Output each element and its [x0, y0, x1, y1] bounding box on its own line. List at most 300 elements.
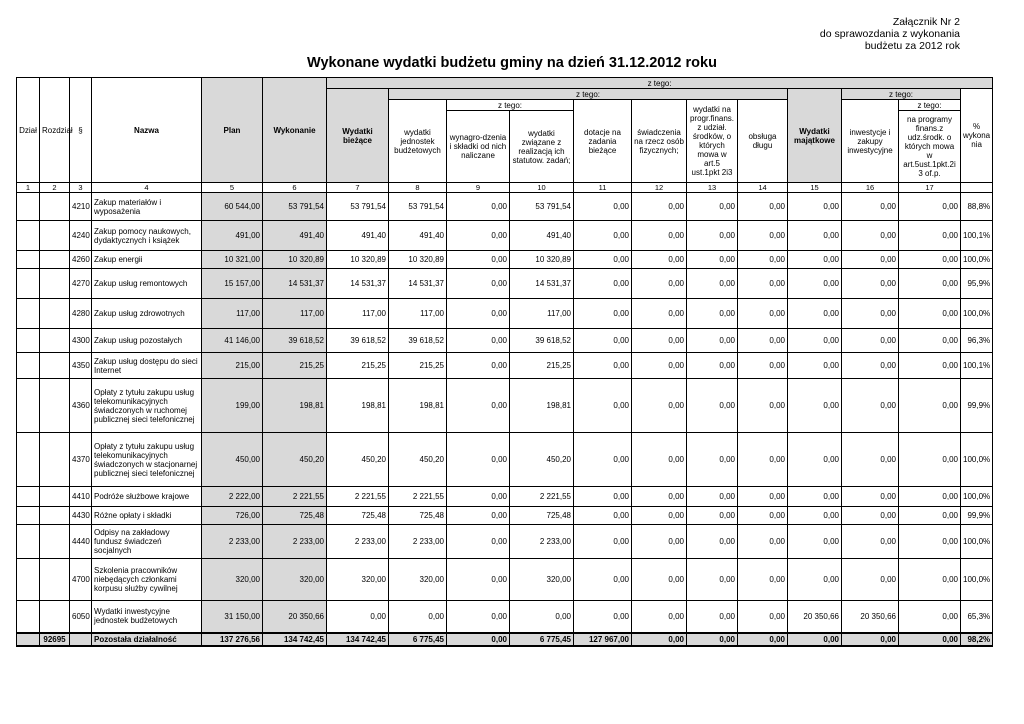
- cell-progr: 0,00: [687, 601, 738, 633]
- column-number: 2: [40, 183, 70, 193]
- cell-paragraph: 4440: [70, 525, 92, 559]
- cell-zw: 14 531,37: [510, 269, 574, 299]
- cell-progr: 0,00: [687, 353, 738, 379]
- cell-paragraph: 4280: [70, 299, 92, 329]
- column-number: 4: [92, 183, 202, 193]
- cell-zw: 0,00: [510, 601, 574, 633]
- cell-progr: 0,00: [687, 633, 738, 646]
- cell-nazwa: Opłaty z tytułu zakupu usług telekomunikacyjnych świadczonych w ruchomej publicznej sieci telefonicznej: [92, 379, 202, 433]
- cell-jedn: 725,48: [389, 507, 447, 525]
- header-wydatki-progr: wydatki na progr.finans. z udział. środków, o których mowa w art.5 ust.1pkt 2i3: [687, 100, 738, 183]
- cell-rozdzial: [40, 559, 70, 601]
- header-nazwa: Nazwa: [92, 78, 202, 183]
- cell-obs: 0,00: [738, 525, 788, 559]
- cell-dzial: [17, 433, 40, 487]
- cell-wyk: 10 320,89: [263, 251, 327, 269]
- cell-dot: 0,00: [574, 487, 632, 507]
- header-z-tego-jednostek: z tego:: [447, 100, 574, 111]
- column-number: 16: [842, 183, 899, 193]
- cell-prog2: 0,00: [899, 487, 961, 507]
- cell-dot: 0,00: [574, 601, 632, 633]
- cell-rozdzial: [40, 525, 70, 559]
- cell-progr: 0,00: [687, 487, 738, 507]
- cell-prog2: 0,00: [899, 221, 961, 251]
- cell-inw: 0,00: [842, 525, 899, 559]
- cell-wyk: 725,48: [263, 507, 327, 525]
- header-wydatki-zwiazane: wydatki związane z realizacją ich statutow. zadań;: [510, 111, 574, 183]
- cell-proc: 95,9%: [961, 269, 993, 299]
- cell-wyn: 0,00: [447, 221, 510, 251]
- cell-prog2: 0,00: [899, 633, 961, 646]
- cell-inw: 0,00: [842, 299, 899, 329]
- cell-wyk: 14 531,37: [263, 269, 327, 299]
- cell-proc: 99,9%: [961, 507, 993, 525]
- column-number: 11: [574, 183, 632, 193]
- cell-biez: 198,81: [327, 379, 389, 433]
- cell-prog2: 0,00: [899, 525, 961, 559]
- cell-dzial: [17, 559, 40, 601]
- column-number: 3: [70, 183, 92, 193]
- cell-biez: 117,00: [327, 299, 389, 329]
- cell-zw: 39 618,52: [510, 329, 574, 353]
- cell-rozdzial: [40, 379, 70, 433]
- cell-obs: 0,00: [738, 221, 788, 251]
- cell-biez: 2 233,00: [327, 525, 389, 559]
- cell-rozdzial: [40, 269, 70, 299]
- header-obsluga: obsługa długu: [738, 100, 788, 183]
- cell-zw: 10 320,89: [510, 251, 574, 269]
- cell-wyk: 117,00: [263, 299, 327, 329]
- cell-dot: 127 967,00: [574, 633, 632, 646]
- cell-jedn: 53 791,54: [389, 193, 447, 221]
- cell-inw: 0,00: [842, 433, 899, 487]
- cell-plan: 726,00: [202, 507, 263, 525]
- attachment-note: [820, 16, 960, 52]
- cell-dot: 0,00: [574, 559, 632, 601]
- cell-plan: 117,00: [202, 299, 263, 329]
- cell-progr: 0,00: [687, 433, 738, 487]
- cell-dot: 0,00: [574, 329, 632, 353]
- cell-proc: 99,9%: [961, 379, 993, 433]
- cell-biez: 725,48: [327, 507, 389, 525]
- cell-plan: 491,00: [202, 221, 263, 251]
- cell-progr: 0,00: [687, 269, 738, 299]
- cell-wyn: 0,00: [447, 193, 510, 221]
- cell-wyn: 0,00: [447, 251, 510, 269]
- cell-sw: 0,00: [632, 525, 687, 559]
- total-row: [17, 633, 993, 646]
- cell-dot: 0,00: [574, 221, 632, 251]
- cell-nazwa: Opłaty z tytułu zakupu usług telekomunikacyjnych świadczonych w stacjonarnej publicznej sieci telefonicznej: [92, 433, 202, 487]
- cell-dot: 0,00: [574, 507, 632, 525]
- cell-progr: 0,00: [687, 251, 738, 269]
- cell-proc: 100,0%: [961, 559, 993, 601]
- cell-inw: 0,00: [842, 353, 899, 379]
- cell-rozdzial: [40, 487, 70, 507]
- cell-sw: 0,00: [632, 353, 687, 379]
- cell-maj: 0,00: [788, 379, 842, 433]
- cell-dzial: [17, 487, 40, 507]
- cell-inw: 0,00: [842, 559, 899, 601]
- cell-plan: 2 233,00: [202, 525, 263, 559]
- cell-nazwa: Szkolenia pracowników niebędących członkami korpusu służby cywilnej: [92, 559, 202, 601]
- cell-biez: 215,25: [327, 353, 389, 379]
- cell-wyn: 0,00: [447, 487, 510, 507]
- cell-zw: 53 791,54: [510, 193, 574, 221]
- cell-nazwa: Zakup pomocy naukowych, dydaktycznych i książek: [92, 221, 202, 251]
- table-row: [17, 353, 993, 379]
- cell-sw: 0,00: [632, 269, 687, 299]
- cell-prog2: 0,00: [899, 353, 961, 379]
- cell-paragraph: 4270: [70, 269, 92, 299]
- cell-prog2: 0,00: [899, 251, 961, 269]
- cell-jedn: 117,00: [389, 299, 447, 329]
- cell-proc: 65,3%: [961, 601, 993, 633]
- cell-dot: 0,00: [574, 193, 632, 221]
- cell-dot: 0,00: [574, 525, 632, 559]
- column-number: 17: [899, 183, 961, 193]
- cell-progr: 0,00: [687, 559, 738, 601]
- cell-obs: 0,00: [738, 507, 788, 525]
- cell-biez: 450,20: [327, 433, 389, 487]
- cell-wyk: 320,00: [263, 559, 327, 601]
- table-row: [17, 559, 993, 601]
- cell-dot: 0,00: [574, 353, 632, 379]
- cell-sw: 0,00: [632, 251, 687, 269]
- cell-maj: 0,00: [788, 269, 842, 299]
- column-number: 1: [17, 183, 40, 193]
- column-number: 7: [327, 183, 389, 193]
- header-rozdzial: Rozdział: [40, 78, 70, 183]
- column-number: 6: [263, 183, 327, 193]
- cell-dot: 0,00: [574, 299, 632, 329]
- cell-rozdzial: [40, 507, 70, 525]
- table-row: [17, 251, 993, 269]
- cell-obs: 0,00: [738, 299, 788, 329]
- cell-plan: 215,00: [202, 353, 263, 379]
- cell-plan: 31 150,00: [202, 601, 263, 633]
- cell-wyk: 53 791,54: [263, 193, 327, 221]
- header-inwestycje: inwestycje i zakupy inwestycyjne: [842, 100, 899, 183]
- cell-paragraph: 4210: [70, 193, 92, 221]
- cell-obs: 0,00: [738, 601, 788, 633]
- cell-prog2: 0,00: [899, 299, 961, 329]
- cell-jedn: 2 221,55: [389, 487, 447, 507]
- cell-biez: 134 742,45: [327, 633, 389, 646]
- header-wydatki-biezace: Wydatki bieżące: [327, 89, 389, 183]
- cell-wyk: 39 618,52: [263, 329, 327, 353]
- cell-inw: 0,00: [842, 329, 899, 353]
- cell-biez: 491,40: [327, 221, 389, 251]
- cell-plan: 199,00: [202, 379, 263, 433]
- cell-biez: 14 531,37: [327, 269, 389, 299]
- cell-wyk: 215,25: [263, 353, 327, 379]
- cell-nazwa: Zakup usług pozostałych: [92, 329, 202, 353]
- cell-progr: 0,00: [687, 221, 738, 251]
- header-z-tego-main: z tego:: [327, 78, 993, 89]
- header-swiadczenia: świadczenia na rzecz osób fizycznych;: [632, 100, 687, 183]
- cell-wyk: 2 233,00: [263, 525, 327, 559]
- column-number: [961, 183, 993, 193]
- cell-nazwa: Odpisy na zakładowy fundusz świadczeń socjalnych: [92, 525, 202, 559]
- cell-jedn: 39 618,52: [389, 329, 447, 353]
- cell-wyn: 0,00: [447, 353, 510, 379]
- cell-dot: 0,00: [574, 251, 632, 269]
- cell-biez: 0,00: [327, 601, 389, 633]
- cell-prog2: 0,00: [899, 193, 961, 221]
- column-number: 13: [687, 183, 738, 193]
- cell-zw: 117,00: [510, 299, 574, 329]
- header-z-tego-majatkowe: z tego:: [842, 89, 961, 100]
- cell-maj: 20 350,66: [788, 601, 842, 633]
- attachment-line: budżetu za 2012 rok: [864, 40, 960, 52]
- cell-maj: 0,00: [788, 487, 842, 507]
- cell-wyn: 0,00: [447, 601, 510, 633]
- column-number: 10: [510, 183, 574, 193]
- cell-sw: 0,00: [632, 601, 687, 633]
- cell-paragraph: 4300: [70, 329, 92, 353]
- cell-nazwa: Zakup usług dostępu do sieci Internet: [92, 353, 202, 379]
- cell-rozdzial: 92695: [40, 633, 70, 646]
- cell-paragraph: 4410: [70, 487, 92, 507]
- cell-obs: 0,00: [738, 379, 788, 433]
- cell-jedn: 2 233,00: [389, 525, 447, 559]
- cell-proc: 100,1%: [961, 221, 993, 251]
- cell-paragraph: 6050: [70, 601, 92, 633]
- cell-dot: 0,00: [574, 379, 632, 433]
- cell-dot: 0,00: [574, 269, 632, 299]
- table-body: [17, 193, 993, 646]
- cell-nazwa: Zakup energii: [92, 251, 202, 269]
- cell-nazwa: Pozostała działalność: [92, 633, 202, 646]
- table-header: [17, 78, 993, 193]
- cell-dzial: [17, 269, 40, 299]
- cell-plan: 15 157,00: [202, 269, 263, 299]
- table-row: [17, 379, 993, 433]
- cell-maj: 0,00: [788, 251, 842, 269]
- cell-plan: 2 222,00: [202, 487, 263, 507]
- column-number: 14: [738, 183, 788, 193]
- cell-dzial: [17, 193, 40, 221]
- cell-maj: 0,00: [788, 633, 842, 646]
- header-z-tego-biezace: z tego:: [389, 89, 788, 100]
- cell-inw: 0,00: [842, 633, 899, 646]
- cell-wyn: 0,00: [447, 433, 510, 487]
- cell-nazwa: Podróże służbowe krajowe: [92, 487, 202, 507]
- cell-zw: 491,40: [510, 221, 574, 251]
- cell-proc: 98,2%: [961, 633, 993, 646]
- cell-obs: 0,00: [738, 193, 788, 221]
- cell-inw: 0,00: [842, 251, 899, 269]
- header-programy: na programy finans.z udz.środk. o których mowa w art.5ust.1pkt.2i 3 of.p.: [899, 111, 961, 183]
- cell-sw: 0,00: [632, 193, 687, 221]
- cell-wyn: 0,00: [447, 507, 510, 525]
- cell-sw: 0,00: [632, 299, 687, 329]
- cell-inw: 0,00: [842, 487, 899, 507]
- cell-zw: 320,00: [510, 559, 574, 601]
- cell-nazwa: Zakup materiałów i wyposażenia: [92, 193, 202, 221]
- cell-progr: 0,00: [687, 329, 738, 353]
- cell-dzial: [17, 221, 40, 251]
- cell-obs: 0,00: [738, 559, 788, 601]
- cell-dzial: [17, 507, 40, 525]
- cell-zw: 725,48: [510, 507, 574, 525]
- cell-zw: 2 233,00: [510, 525, 574, 559]
- cell-maj: 0,00: [788, 193, 842, 221]
- header-paragraph: §: [70, 78, 92, 183]
- cell-sw: 0,00: [632, 221, 687, 251]
- cell-wyn: 0,00: [447, 329, 510, 353]
- cell-zw: 215,25: [510, 353, 574, 379]
- cell-rozdzial: [40, 251, 70, 269]
- cell-proc: 88,8%: [961, 193, 993, 221]
- header-z-tego-programy: z tego:: [899, 100, 961, 111]
- cell-obs: 0,00: [738, 433, 788, 487]
- cell-zw: 2 221,55: [510, 487, 574, 507]
- cell-wyk: 491,40: [263, 221, 327, 251]
- header-procent: % wykona nia: [961, 89, 993, 183]
- cell-rozdzial: [40, 193, 70, 221]
- cell-sw: 0,00: [632, 487, 687, 507]
- cell-obs: 0,00: [738, 487, 788, 507]
- cell-jedn: 0,00: [389, 601, 447, 633]
- column-number: 15: [788, 183, 842, 193]
- table-row: [17, 299, 993, 329]
- cell-dzial: [17, 251, 40, 269]
- cell-jedn: 450,20: [389, 433, 447, 487]
- cell-proc: 100,0%: [961, 487, 993, 507]
- cell-sw: 0,00: [632, 433, 687, 487]
- header-wykonanie: Wykonanie: [263, 78, 327, 183]
- cell-inw: 0,00: [842, 507, 899, 525]
- table-row: [17, 487, 993, 507]
- cell-obs: 0,00: [738, 353, 788, 379]
- cell-nazwa: Wydatki inwestycyjne jednostek budżetowych: [92, 601, 202, 633]
- page-title: Wykonane wydatki budżetu gminy na dzień 31.12.2012 roku: [307, 55, 717, 71]
- cell-maj: 0,00: [788, 353, 842, 379]
- cell-obs: 0,00: [738, 269, 788, 299]
- cell-proc: 96,3%: [961, 329, 993, 353]
- cell-progr: 0,00: [687, 525, 738, 559]
- table-row: [17, 193, 993, 221]
- cell-paragraph: 4240: [70, 221, 92, 251]
- cell-plan: 41 146,00: [202, 329, 263, 353]
- cell-maj: 0,00: [788, 559, 842, 601]
- cell-inw: 0,00: [842, 379, 899, 433]
- cell-jedn: 320,00: [389, 559, 447, 601]
- column-number-row: [17, 183, 993, 193]
- cell-wyn: 0,00: [447, 525, 510, 559]
- cell-inw: 0,00: [842, 193, 899, 221]
- cell-biez: 2 221,55: [327, 487, 389, 507]
- cell-prog2: 0,00: [899, 601, 961, 633]
- cell-sw: 0,00: [632, 329, 687, 353]
- cell-plan: 137 276,56: [202, 633, 263, 646]
- cell-proc: 100,1%: [961, 353, 993, 379]
- column-number: 5: [202, 183, 263, 193]
- cell-plan: 60 544,00: [202, 193, 263, 221]
- cell-dzial: [17, 601, 40, 633]
- cell-zw: 6 775,45: [510, 633, 574, 646]
- cell-zw: 450,20: [510, 433, 574, 487]
- cell-wyn: 0,00: [447, 269, 510, 299]
- cell-prog2: 0,00: [899, 559, 961, 601]
- cell-maj: 0,00: [788, 221, 842, 251]
- cell-dot: 0,00: [574, 433, 632, 487]
- cell-proc: 100,0%: [961, 251, 993, 269]
- cell-paragraph: 4430: [70, 507, 92, 525]
- cell-inw: 0,00: [842, 221, 899, 251]
- cell-jedn: 14 531,37: [389, 269, 447, 299]
- cell-wyk: 134 742,45: [263, 633, 327, 646]
- cell-plan: 10 321,00: [202, 251, 263, 269]
- cell-biez: 53 791,54: [327, 193, 389, 221]
- cell-prog2: 0,00: [899, 269, 961, 299]
- cell-inw: 0,00: [842, 269, 899, 299]
- cell-maj: 0,00: [788, 299, 842, 329]
- cell-paragraph: 4700: [70, 559, 92, 601]
- table-row: [17, 507, 993, 525]
- cell-jedn: 215,25: [389, 353, 447, 379]
- cell-jedn: 491,40: [389, 221, 447, 251]
- cell-paragraph: 4260: [70, 251, 92, 269]
- cell-maj: 0,00: [788, 329, 842, 353]
- cell-prog2: 0,00: [899, 433, 961, 487]
- attachment-line: Załącznik Nr 2: [892, 16, 960, 28]
- cell-obs: 0,00: [738, 251, 788, 269]
- cell-wyk: 450,20: [263, 433, 327, 487]
- cell-maj: 0,00: [788, 507, 842, 525]
- cell-maj: 0,00: [788, 433, 842, 487]
- cell-dzial: [17, 379, 40, 433]
- cell-wyn: 0,00: [447, 559, 510, 601]
- cell-zw: 198,81: [510, 379, 574, 433]
- cell-wyn: 0,00: [447, 379, 510, 433]
- cell-wyk: 198,81: [263, 379, 327, 433]
- cell-dzial: [17, 633, 40, 646]
- cell-biez: 320,00: [327, 559, 389, 601]
- table-row: [17, 525, 993, 559]
- cell-jedn: 198,81: [389, 379, 447, 433]
- table-row: [17, 329, 993, 353]
- cell-dzial: [17, 525, 40, 559]
- cell-inw: 20 350,66: [842, 601, 899, 633]
- table-row: [17, 433, 993, 487]
- expenditure-table: [16, 77, 993, 647]
- cell-obs: 0,00: [738, 329, 788, 353]
- cell-proc: 100,0%: [961, 299, 993, 329]
- cell-nazwa: Zakup usług remontowych: [92, 269, 202, 299]
- cell-rozdzial: [40, 433, 70, 487]
- cell-prog2: 0,00: [899, 379, 961, 433]
- cell-rozdzial: [40, 299, 70, 329]
- cell-biez: 39 618,52: [327, 329, 389, 353]
- cell-dzial: [17, 353, 40, 379]
- attachment-line: do sprawozdania z wykonania: [819, 28, 960, 40]
- cell-wyn: 0,00: [447, 633, 510, 646]
- cell-progr: 0,00: [687, 299, 738, 329]
- cell-sw: 0,00: [632, 559, 687, 601]
- cell-prog2: 0,00: [899, 507, 961, 525]
- cell-sw: 0,00: [632, 633, 687, 646]
- cell-paragraph: 4360: [70, 379, 92, 433]
- cell-maj: 0,00: [788, 525, 842, 559]
- cell-paragraph: [70, 633, 92, 646]
- cell-sw: 0,00: [632, 379, 687, 433]
- column-number: 9: [447, 183, 510, 193]
- header-plan: Plan: [202, 78, 263, 183]
- cell-nazwa: Różne opłaty i składki: [92, 507, 202, 525]
